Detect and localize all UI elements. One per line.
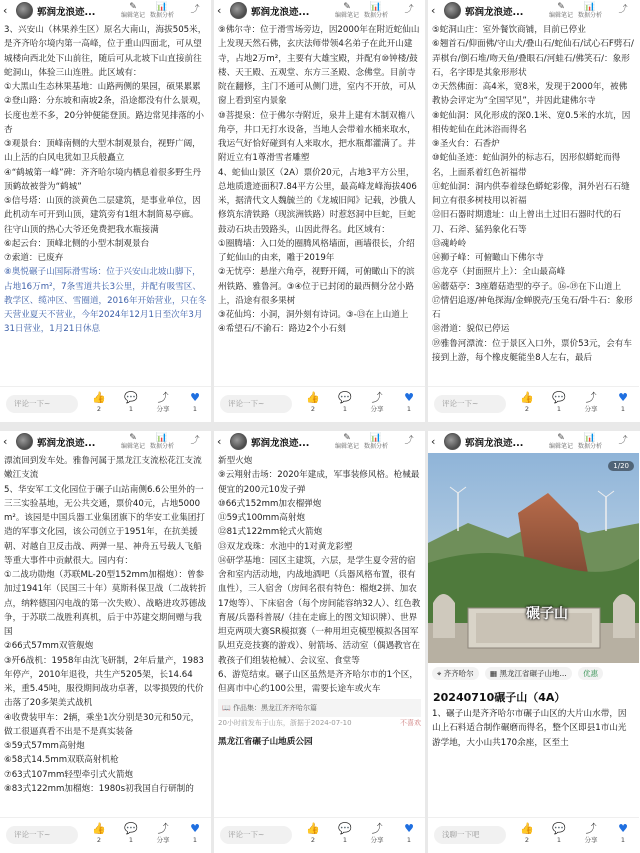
username[interactable]: 郭润龙浪迹...	[37, 438, 96, 449]
avatar[interactable]	[230, 2, 247, 19]
share-button[interactable]: ⤴ 分享	[366, 391, 388, 414]
data-analysis-button[interactable]: 📊 数据分析	[363, 433, 388, 450]
edit-note-button[interactable]: ✎ 编辑笔记	[548, 433, 573, 450]
share-icon: ⤴	[157, 822, 169, 835]
cover-photo[interactable]	[428, 453, 639, 663]
note-body: 漂流回到发车处。雅鲁河属于黑龙江支流松花江支流嫩江支流 5、华安军工文化园位于碾子山站南侧6.6公里外的一三三实验基地，无公共交通，票价40元，占地5000m²。该园是中国兵器工业集团旗下的华安工业集团打造的军事文化园，该公司创立于1951年，在抗美援朝、对越自卫反击战、两弹一星、神舟五号载人飞船等重大事件中贡献很大。园内有： ①二战功勋炮（苏联ML-20型152mm加榴炮）：曾参加过1941年（民国三十年）莫斯科保卫战（二战转折点，纳粹德国闪电战的第一次失败）、战略进攻苏德战争，于苏联二战胜利真机，后于中苏建交期间赠与我国 ②66式57mm双管舰炮 ③歼6战机：1958年由沈飞研制，2年后量产，1983年停产，2010年退役，共生产5205架，长14.64米，重5.45吨，服役期间战功卓著，以零损毁的代价击落了20多架美式战机 ④收费装甲车：2辆，乘坐1次分别是30元和50元，做工很逼真看不出是不是真实装备 ⑤59式57mm高射炮 ⑥58式14.5mm双联高射机枪 ⑦63式107mm轻型牵引式火箭炮 ⑧83式122mm加榴炮：1980s初我国自行研制的	[4, 456, 207, 794]
row-divider	[0, 422, 640, 431]
edit-note-button[interactable]: ✎ 编辑笔记	[334, 433, 359, 450]
thumbs-up-icon: 👍	[92, 822, 106, 835]
share-top-icon[interactable]: ⤴	[618, 5, 628, 15]
note-body: ⑤蛇洞山庄：室外餐饮商铺，目前已停业 ⑥翘首石/仰面佛/守山犬/叠山石/蛇仙石/试心石F劈石/弄棋台/倒石堆/吻天鱼/叠眼石/河蛙石/佛笑石/：象形石，名字即是其象形形状 ⑦天然佛面：高4米，宽8米，发现于2000年，被佛教协会评定为“全国罕见”，并因此建佛尔寺 ⑧蛇仙洞：风化形成的深0.1米、宽0.5米的水坑，因相传蛇仙在此沐浴而得名 ⑨圣火台：石香炉 ⑩蛇仙圣迹：蛇仙洞外的标志石，因形似蟒蛇而得名，上面系着红色祈福带 ⑪蛇仙洞：洞内供奉着绿色蟒蛇彩像，洞外岩石石缝间立有很多树枝用以祈福 ⑫旧石器时期遗址：山上曾出土过旧石器时代的石刀、石斧、猛犸象化石等 ⑬魂岭岭 ⑭狮子峰：可俯瞰山下佛尔寺 ⑮龙亭（封面照片上）：全山最高峰 ⑯蘑菇亭：3座蘑菇造型的亭子。⑯-⑲在下山道上 ⑰情侣追逐/神龟探海/金蝉脱壳/玉兔石/卧牛石：象形石 ⑱滑道：貌似已停运 ⑲雅鲁河漂流：位于景区入口外，票价53元，会有车接到上游，每个橡皮艇能坐8人左右，最后	[432, 25, 634, 363]
note-footer	[0, 386, 211, 422]
note-panel-4	[0, 431, 211, 853]
comment-input[interactable]: 评论一下~	[220, 826, 292, 844]
edit-note-button[interactable]: ✎ 编辑笔记	[548, 2, 573, 19]
edit-note-button[interactable]: ✎ 编辑笔记	[334, 2, 359, 19]
comment-input[interactable]: 评论一下~	[220, 395, 292, 413]
edit-icon: ✎	[557, 2, 565, 12]
share-top-icon[interactable]: ⤴	[190, 436, 200, 446]
comment-button[interactable]: 💬 1	[334, 822, 356, 845]
chart-icon: 📊	[584, 433, 596, 443]
avatar[interactable]	[230, 433, 247, 450]
back-arrow-icon[interactable]: ‹	[431, 4, 436, 17]
heart-icon: ♥	[618, 822, 628, 835]
comment-icon: 💬	[338, 391, 352, 404]
like-button[interactable]: 👍 2	[88, 822, 110, 845]
note-header	[214, 431, 425, 453]
share-button[interactable]: ⤴ 分享	[366, 822, 388, 845]
building-icon: ▦	[490, 669, 500, 678]
image-page-indicator: 1/20	[608, 461, 634, 471]
note-title: 20240710碾子山（4A）	[433, 691, 566, 704]
data-analysis-button[interactable]: 📊 数据分析	[149, 2, 174, 19]
edit-icon: ✎	[343, 2, 351, 12]
location-pin-icon: ⌖	[437, 669, 444, 678]
share-top-icon[interactable]: ⤴	[618, 436, 628, 446]
note-footer	[0, 817, 211, 853]
promo-tag[interactable]: 优惠	[578, 667, 603, 680]
like-button[interactable]: 👍 2	[302, 391, 324, 414]
comment-input[interactable]: 评论一下~	[434, 395, 506, 413]
photo-caption: 碾子山	[526, 606, 568, 622]
edit-icon: ✎	[129, 2, 137, 12]
note-panel-1	[0, 0, 211, 422]
data-analysis-button[interactable]: 📊 数据分析	[577, 2, 602, 19]
note-panel-2	[214, 0, 425, 422]
share-button[interactable]: ⤴ 分享	[580, 822, 602, 845]
avatar[interactable]	[444, 433, 461, 450]
comment-input[interactable]: 评论一下~	[6, 826, 78, 844]
chart-icon: 📊	[584, 2, 596, 12]
note-panel-6	[428, 431, 640, 853]
thumbs-up-icon: 👍	[520, 391, 534, 404]
share-icon: ⤴	[371, 822, 383, 835]
share-icon: ⤴	[157, 391, 169, 404]
location-tags	[432, 667, 637, 683]
comment-button[interactable]: 💬 1	[334, 391, 356, 414]
note-body: 新型火炮 ⑨云翔射击场：2020年建成，军事装修风格。枪械最便宜的200元10发子弹 ⑩66式152mm加农榴弹炮 ⑪59式100mm高射炮 ⑫81式122mm轮式火箭炮 ⑬双龙戏珠：水池中的1对黄龙彩塑 ⑭研学基地：园区主建筑，六层，是学生夏令营的宿舍和室内活动地，内战地酒吧（兵器风格布置，很有血性），三人宿舍（房间名很有特色：榴炮2拼、加农17炮等）、下床宿舍（每个房间能容纳32人）、红色教育展/兵器科普展/（挂在走廊上的图文知识牌）、世界坦克两项大赛SR模拟赛（一种用坦克模型模拟各国军队坦克竞技赛的游戏）、射箭场、活动室（偶遇教官在教孩子们组装枪械）、会议室、食堂等 6、游览结束。碾子山区虽然是齐齐哈尔市的1个区，但离市中心约100公里，需要长途车或火车 📖 作品集：黑龙江齐齐哈尔篇 20小时前发布于山东，浙据于2024-07-10 不喜欢 黑龙江省碾子山地质公园	[218, 454, 421, 816]
note-header	[428, 431, 639, 453]
note-header	[428, 0, 639, 22]
poi-tag[interactable]: ▦ 黑龙江省碾子山地...	[485, 667, 572, 680]
note-body: 3、兴安山（林果养生区）原名大南山，海拔505米，是齐齐哈尔境内第一高峰，位于重山四面北，可从望城楼向西北处下山前往，随后可从北坡下山直接前往蛇洞山，体验三山连胜。此区域有： ①大黑山生态林果基地：山路两侧的果园，硕果累累 ②登山路：分东坡和南坡2条，沿途都没有什么景观，长度也差不多，20分钟便能登顶。路边常见排落的小杏 ③观景台：顶峰南侧的大型木制观景台，视野广阔，山上活的白风电犹如卫兵般矗立 ④“鹤城第一峰”碑：齐齐哈尔境内栖息着很多野生丹顶鹤故被誉为“鹤城” ⑤信号塔：山顶的淡黄色二层建筑，是事业单位，因此机动车可开到山顶，建筑旁有1组木制简易亭廊。往守山顶的热心大爷还免费把我水瓶接满 ⑥起云台：顶峰北侧的小型木制观景台 ⑦索道：已废弃 ⑧奥悦碾子山国际滑雪场：位于兴安山北坡山脚下，占地16万m²，7条雪道共长3公里，并配有吸雪区、教学区、缆冲区、雪圈道，2016年开始营业，只在冬天营业夏天不营业，今年2024年12月1日至次年3月31日营业，1月21日休息	[4, 23, 207, 385]
data-analysis-button[interactable]: 📊 数据分析	[149, 433, 174, 450]
like-button[interactable]: 👍 2	[516, 822, 538, 845]
note-footer	[428, 386, 639, 422]
favorite-button[interactable]: ♥ 1	[398, 391, 420, 414]
note-panel-3	[428, 0, 640, 422]
edit-note-button[interactable]: ✎ 编辑笔记	[120, 433, 145, 450]
thumbs-up-icon: 👍	[520, 822, 534, 835]
edit-icon: ✎	[557, 433, 565, 443]
edit-icon: ✎	[343, 433, 351, 443]
username[interactable]: 郭润龙浪迹...	[251, 7, 310, 18]
note-body: 1、碾子山是齐齐哈尔市碾子山区的大片山水带，因山上石料适合制作碾磨而得名，整个区即县1市山光游学地，大小山共170余座，区至土	[432, 709, 627, 748]
chart-icon: 📊	[156, 433, 168, 443]
note-header	[0, 0, 211, 22]
note-footer	[428, 817, 639, 853]
back-arrow-icon[interactable]: ‹	[3, 4, 8, 17]
chart-icon: 📊	[156, 2, 168, 12]
share-top-icon[interactable]: ⤴	[404, 436, 414, 446]
data-analysis-button[interactable]: 📊 数据分析	[577, 433, 602, 450]
comment-button[interactable]: 💬 1	[120, 391, 142, 414]
note-panel-5	[214, 431, 425, 853]
comment-input[interactable]: 浅聊一下吧	[434, 826, 506, 844]
share-icon: ⤴	[585, 822, 597, 835]
note-body: ⑨佛尔寺：位于滑雪场旁边，因2000年在附近蛇仙山上发现天然石佛，玄庆法师带领4名弟子在此开山建寺，占地2万m²，主要有大雄宝殿，并配有⑩钟楼/鼓楼、天王殿、五观堂、东方三圣殿、念佛堂。目前寺院在翻修，主门不通可从侧门进，室内不开放，可从窗上看到室内景象 ⑩菩提泉：位于佛尔寺附近，泉井上建有木制双檐八角亭，井口无打水设备，当地人会带着水桶来取水，我运气好恰好碰到有人来取水，把水瓶都灌满了。井附近立有1尊滑雪者雕塑 4、蛇仙山景区（2A）票价20元，占地3平方公里，总地质遗迹面积7.84平方公里，最高峰龙峰海拔406米，据清代文人魏毓兰的《龙城旧闻》记载，沙俄人修筑东清铁路（现滨洲铁路）时惹怒洞中巨蛇，巨蛇鼓动石块击毁路头，山因此得名。此区域有： ①圈腾墙：入口处的圈腾风格墙面，画墙很长，介绍了蛇仙山的由来，雕于2019年 ②无忧亭：悬崖六角亭，视野开阔，可俯瞰山下的滨州铁路、雅鲁河。③④位于已封闭的最西侧分岔小路上，沿途有很多果树 ③花仙坞：小洞，洞外刻有诗词。③-⑬在上山道上 ④希望石/不渝石：路边2个小石刻	[218, 25, 420, 335]
thumbs-up-icon: 👍	[92, 391, 106, 404]
edit-icon: ✎	[129, 433, 137, 443]
heart-icon: ♥	[190, 391, 200, 404]
avatar[interactable]	[16, 433, 33, 450]
note-footer	[214, 817, 425, 853]
chart-icon: 📊	[370, 433, 382, 443]
share-top-icon[interactable]: ⤴	[404, 5, 414, 15]
back-arrow-icon[interactable]: ‹	[217, 4, 222, 17]
thumbs-up-icon: 👍	[306, 822, 320, 835]
favorite-button[interactable]: ♥ 1	[398, 822, 420, 845]
location-tag[interactable]: ⌖ 齐齐哈尔	[432, 667, 479, 680]
like-button[interactable]: 👍 2	[516, 391, 538, 414]
favorite-button[interactable]: ♥ 1	[184, 391, 206, 414]
avatar[interactable]	[444, 2, 461, 19]
collection-link[interactable]: 📖 作品集：黑龙江齐齐哈尔篇	[218, 699, 421, 717]
share-button[interactable]: ⤴ 分享	[580, 391, 602, 414]
note-footer	[214, 386, 425, 422]
favorite-button[interactable]: ♥ 1	[612, 822, 634, 845]
chart-icon: 📊	[370, 2, 382, 12]
avatar[interactable]	[16, 2, 33, 19]
ski-resort-link[interactable]: ⑧奥悦碾子山国际滑雪场：位于兴安山北坡山脚下，占地16万m²，7条雪道共长3公里，并配有吸雪区、教学区、缆冲区、雪圈道，2016年开始营业，只在冬天营业夏天不营业，今年2024年12月1日至次年3月31日营业，1月21日休息	[4, 267, 207, 335]
book-icon: 📖	[222, 704, 233, 713]
publish-meta: 20小时前发布于山东，浙据于2024-07-10 不喜欢	[218, 719, 421, 728]
comment-icon: 💬	[338, 822, 352, 835]
comment-icon: 💬	[124, 822, 138, 835]
heart-icon: ♥	[404, 391, 414, 404]
comment-icon: 💬	[124, 391, 138, 404]
favorite-button[interactable]: ♥ 1	[612, 391, 634, 414]
comment-icon: 💬	[552, 391, 566, 404]
heart-icon: ♥	[618, 391, 628, 404]
heart-icon: ♥	[404, 822, 414, 835]
back-arrow-icon[interactable]: ‹	[431, 435, 436, 448]
note-header	[214, 0, 425, 22]
comment-icon: 💬	[552, 822, 566, 835]
comment-button[interactable]: 💬 1	[120, 822, 142, 845]
back-arrow-icon[interactable]: ‹	[3, 435, 8, 448]
mountain-photo	[428, 453, 639, 663]
share-button[interactable]: ⤴ 分享	[152, 822, 174, 845]
username[interactable]: 郭润龙浪迹...	[251, 438, 310, 449]
comment-button[interactable]: 💬 1	[548, 822, 570, 845]
comment-input[interactable]: 评论一下~	[6, 395, 78, 413]
like-button[interactable]: 👍 2	[302, 822, 324, 845]
data-analysis-button[interactable]: 📊 数据分析	[363, 2, 388, 19]
comment-button[interactable]: 💬 1	[548, 391, 570, 414]
username[interactable]: 郭润龙浪迹...	[465, 438, 524, 449]
heart-icon: ♥	[190, 822, 200, 835]
share-top-icon[interactable]: ⤴	[190, 5, 200, 15]
username[interactable]: 郭润龙浪迹...	[465, 7, 524, 18]
share-icon: ⤴	[585, 391, 597, 404]
share-icon: ⤴	[371, 391, 383, 404]
dislike-button[interactable]: 不喜欢	[400, 719, 421, 728]
like-button[interactable]: 👍 2	[88, 391, 110, 414]
back-arrow-icon[interactable]: ‹	[217, 435, 222, 448]
favorite-button[interactable]: ♥ 1	[184, 822, 206, 845]
username[interactable]: 郭润龙浪迹...	[37, 7, 96, 18]
share-button[interactable]: ⤴ 分享	[152, 391, 174, 414]
edit-note-button[interactable]: ✎ 编辑笔记	[120, 2, 145, 19]
note-header	[0, 431, 211, 453]
thumbs-up-icon: 👍	[306, 391, 320, 404]
related-place-card[interactable]: 黑龙江省碾子山地质公园	[218, 737, 313, 748]
